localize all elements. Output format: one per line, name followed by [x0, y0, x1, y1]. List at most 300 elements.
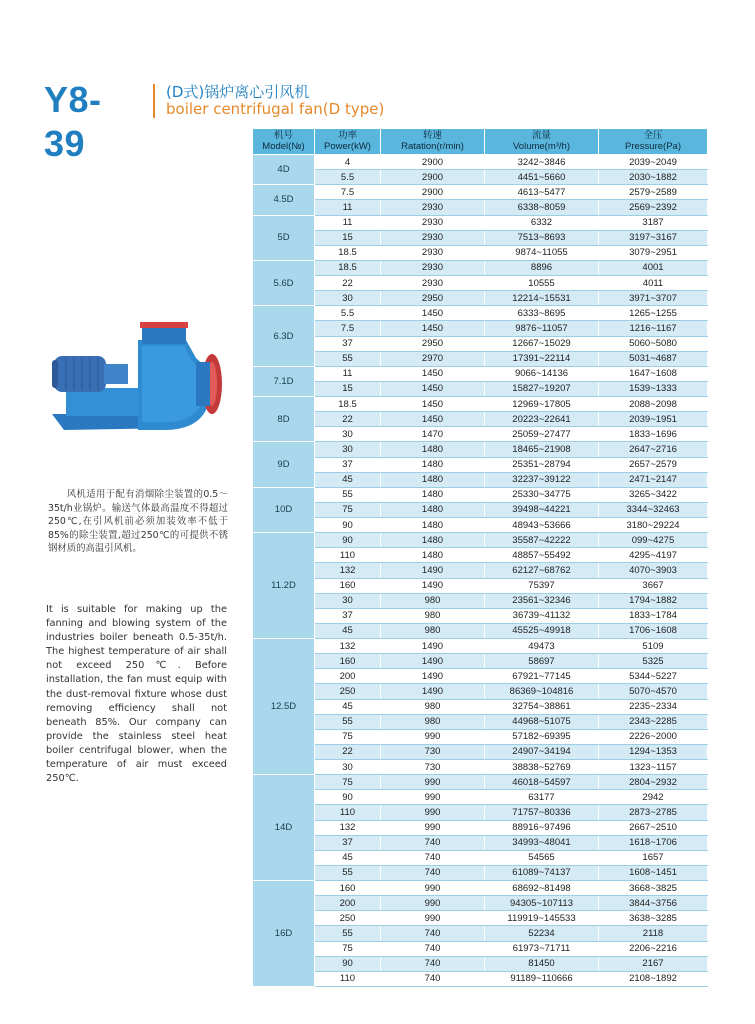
- power-cell: 132: [315, 639, 381, 654]
- table-row: [253, 306, 708, 321]
- pressure-cell: 2804~2932: [599, 775, 708, 790]
- rotation-cell: 1480: [381, 533, 485, 548]
- rotation-cell: 1480: [381, 502, 485, 517]
- table-row: [253, 276, 708, 291]
- pressure-cell: 5031~4687: [599, 351, 708, 366]
- volume-cell: 24907~34194: [485, 744, 599, 759]
- rotation-cell: 1490: [381, 654, 485, 669]
- table-row: [253, 926, 708, 941]
- rotation-cell: 1490: [381, 578, 485, 593]
- volume-cell: 48857~55492: [485, 548, 599, 563]
- pressure-cell: 2942: [599, 790, 708, 805]
- rotation-cell: 1480: [381, 442, 485, 457]
- power-cell: 30: [315, 291, 381, 306]
- header-power: 功率 Power(kW): [315, 129, 381, 155]
- rotation-cell: 980: [381, 623, 485, 638]
- volume-cell: 62127~68762: [485, 563, 599, 578]
- volume-cell: 34993~48041: [485, 835, 599, 850]
- volume-cell: 10555: [485, 276, 599, 291]
- rotation-cell: 1470: [381, 427, 485, 442]
- rotation-cell: 740: [381, 956, 485, 971]
- volume-cell: 12667~15029: [485, 336, 599, 351]
- table-row: [253, 457, 708, 472]
- spec-table: [252, 128, 708, 987]
- power-cell: 7.5: [315, 321, 381, 336]
- pressure-cell: 2118: [599, 926, 708, 941]
- volume-cell: 18465~21908: [485, 442, 599, 457]
- table-row: [253, 850, 708, 865]
- rotation-cell: 740: [381, 926, 485, 941]
- table-row: [253, 941, 708, 956]
- table-row: [253, 805, 708, 820]
- pressure-cell: 1833~1784: [599, 608, 708, 623]
- pressure-cell: 3844~3756: [599, 896, 708, 911]
- pressure-cell: 1608~1451: [599, 865, 708, 880]
- power-cell: 45: [315, 472, 381, 487]
- volume-cell: 58697: [485, 654, 599, 669]
- table-row: [253, 381, 708, 396]
- power-cell: 110: [315, 971, 381, 986]
- volume-cell: 9066~14136: [485, 366, 599, 381]
- volume-cell: 67921~77145: [485, 669, 599, 684]
- power-cell: 55: [315, 865, 381, 880]
- volume-cell: 17391~22114: [485, 351, 599, 366]
- pressure-cell: 2108~1892: [599, 971, 708, 986]
- table-row: [253, 714, 708, 729]
- table-row: [253, 230, 708, 245]
- volume-cell: 88916~97496: [485, 820, 599, 835]
- table-row: [253, 518, 708, 533]
- volume-cell: 52234: [485, 926, 599, 941]
- pressure-cell: 3180~29224: [599, 518, 708, 533]
- power-cell: 110: [315, 805, 381, 820]
- pressure-cell: 2039~1951: [599, 412, 708, 427]
- model-cell: 5.6D: [253, 260, 315, 305]
- rotation-cell: 980: [381, 608, 485, 623]
- rotation-cell: 740: [381, 941, 485, 956]
- rotation-cell: 990: [381, 805, 485, 820]
- table-row: [253, 729, 708, 744]
- volume-cell: 49473: [485, 639, 599, 654]
- pressure-cell: 2226~2000: [599, 729, 708, 744]
- table-row: [253, 155, 708, 170]
- table-row: [253, 699, 708, 714]
- rotation-cell: 980: [381, 699, 485, 714]
- power-cell: 45: [315, 850, 381, 865]
- power-cell: 45: [315, 623, 381, 638]
- rotation-cell: 990: [381, 820, 485, 835]
- volume-cell: 25351~28794: [485, 457, 599, 472]
- volume-cell: 91189~110666: [485, 971, 599, 986]
- table-row: [253, 487, 708, 502]
- rotation-cell: 2930: [381, 245, 485, 260]
- rotation-cell: 2900: [381, 170, 485, 185]
- pressure-cell: 3638~3285: [599, 911, 708, 926]
- centrifugal-fan-photo: [46, 318, 226, 454]
- pressure-cell: 4070~3903: [599, 563, 708, 578]
- pressure-cell: 2471~2147: [599, 472, 708, 487]
- table-row: [253, 956, 708, 971]
- rotation-cell: 2950: [381, 336, 485, 351]
- table-row: [253, 608, 708, 623]
- power-cell: 75: [315, 502, 381, 517]
- power-cell: 7.5: [315, 185, 381, 200]
- table-row: [253, 185, 708, 200]
- rotation-cell: 1480: [381, 518, 485, 533]
- table-row: [253, 744, 708, 759]
- volume-cell: 48943~53666: [485, 518, 599, 533]
- volume-cell: 54565: [485, 850, 599, 865]
- pressure-cell: 2088~2098: [599, 397, 708, 412]
- pressure-cell: 5070~4570: [599, 684, 708, 699]
- table-row: [253, 835, 708, 850]
- power-cell: 132: [315, 563, 381, 578]
- rotation-cell: 1450: [381, 412, 485, 427]
- rotation-cell: 1480: [381, 548, 485, 563]
- volume-cell: 35587~42222: [485, 533, 599, 548]
- pressure-cell: 2647~2716: [599, 442, 708, 457]
- volume-cell: 25330~34775: [485, 487, 599, 502]
- power-cell: 90: [315, 518, 381, 533]
- power-cell: 200: [315, 669, 381, 684]
- volume-cell: 57182~69395: [485, 729, 599, 744]
- table-row: [253, 472, 708, 487]
- table-row: [253, 351, 708, 366]
- rotation-cell: 1490: [381, 639, 485, 654]
- power-cell: 132: [315, 820, 381, 835]
- pressure-cell: 2235~2334: [599, 699, 708, 714]
- volume-cell: 68692~81498: [485, 881, 599, 896]
- table-row: [253, 654, 708, 669]
- model-cell: 12.5D: [253, 639, 315, 775]
- table-header-row: [253, 129, 708, 155]
- power-cell: 30: [315, 760, 381, 775]
- table-row: [253, 578, 708, 593]
- pressure-cell: 099~4275: [599, 533, 708, 548]
- table-row: [253, 321, 708, 336]
- pressure-cell: 3344~32463: [599, 502, 708, 517]
- volume-cell: 81450: [485, 956, 599, 971]
- power-cell: 22: [315, 744, 381, 759]
- pressure-cell: 3197~3167: [599, 230, 708, 245]
- model-cell: 16D: [253, 881, 315, 987]
- rotation-cell: 1450: [381, 321, 485, 336]
- volume-cell: 15827~19207: [485, 381, 599, 396]
- model-cell: 4D: [253, 155, 315, 185]
- rotation-cell: 730: [381, 760, 485, 775]
- volume-cell: 4613~5477: [485, 185, 599, 200]
- pressure-cell: 5060~5080: [599, 336, 708, 351]
- pressure-cell: 2167: [599, 956, 708, 971]
- table-row: [253, 881, 708, 896]
- volume-cell: 119919~145533: [485, 911, 599, 926]
- rotation-cell: 1450: [381, 381, 485, 396]
- power-cell: 5.5: [315, 306, 381, 321]
- model-cell: 14D: [253, 775, 315, 881]
- volume-cell: 4451~5660: [485, 170, 599, 185]
- pressure-cell: 2030~1882: [599, 170, 708, 185]
- description-english: It is suitable for making up the fanning and blowing system of the industries boiler beneath 0.5-35t/h. The highest temperature of air shall not exceed 250℃. Before installation, the fan must equip with the dust-removal fixture whose dust removing efficiency shall not beneath 85%. Our company can provide the stainless steel heat boiler centrifugal blower, when the temperature of air must exceed 250℃.: [46, 604, 227, 785]
- rotation-cell: 990: [381, 729, 485, 744]
- power-cell: 200: [315, 896, 381, 911]
- rotation-cell: 740: [381, 971, 485, 986]
- power-cell: 55: [315, 926, 381, 941]
- power-cell: 18.5: [315, 397, 381, 412]
- rotation-cell: 2930: [381, 230, 485, 245]
- power-cell: 90: [315, 956, 381, 971]
- pressure-cell: 1833~1696: [599, 427, 708, 442]
- table-row: [253, 669, 708, 684]
- power-cell: 37: [315, 336, 381, 351]
- table-row: [253, 790, 708, 805]
- volume-cell: 61973~71711: [485, 941, 599, 956]
- rotation-cell: 990: [381, 775, 485, 790]
- volume-cell: 7513~8693: [485, 230, 599, 245]
- volume-cell: 12214~15531: [485, 291, 599, 306]
- table-row: [253, 548, 708, 563]
- volume-cell: 12969~17805: [485, 397, 599, 412]
- pressure-cell: 3668~3825: [599, 881, 708, 896]
- table-row: [253, 820, 708, 835]
- rotation-cell: 1490: [381, 563, 485, 578]
- pressure-cell: 2667~2510: [599, 820, 708, 835]
- power-cell: 75: [315, 775, 381, 790]
- volume-cell: 44968~51075: [485, 714, 599, 729]
- table-row: [253, 442, 708, 457]
- table-row: [253, 260, 708, 275]
- volume-cell: 9876~11057: [485, 321, 599, 336]
- rotation-cell: 2950: [381, 291, 485, 306]
- model-cell: 8D: [253, 397, 315, 442]
- power-cell: 55: [315, 487, 381, 502]
- volume-cell: 39498~44221: [485, 502, 599, 517]
- volume-cell: 32237~39122: [485, 472, 599, 487]
- table-row: [253, 639, 708, 654]
- model-cell: 5D: [253, 215, 315, 260]
- rotation-cell: 990: [381, 911, 485, 926]
- rotation-cell: 980: [381, 593, 485, 608]
- table-row: [253, 971, 708, 986]
- power-cell: 37: [315, 835, 381, 850]
- model-cell: 4.5D: [253, 185, 315, 215]
- rotation-cell: 730: [381, 744, 485, 759]
- power-cell: 55: [315, 351, 381, 366]
- volume-cell: 3242~3846: [485, 155, 599, 170]
- power-cell: 5.5: [315, 170, 381, 185]
- power-cell: 22: [315, 276, 381, 291]
- rotation-cell: 2930: [381, 215, 485, 230]
- pressure-cell: 3079~2951: [599, 245, 708, 260]
- power-cell: 30: [315, 593, 381, 608]
- table-row: [253, 366, 708, 381]
- table-row: [253, 775, 708, 790]
- power-cell: 37: [315, 608, 381, 623]
- power-cell: 11: [315, 366, 381, 381]
- description-chinese: 风机适用于配有消烟除尘装置的0.5～35t/h业锅炉。输送气体最高温度不得超过250℃,在引风机前必须加装效率不低于85%的除尘装置,超过250℃的可提供不锈钢材质的高温引风机。: [48, 489, 228, 555]
- pressure-cell: 1539~1333: [599, 381, 708, 396]
- table-row: [253, 593, 708, 608]
- power-cell: 15: [315, 230, 381, 245]
- rotation-cell: 2970: [381, 351, 485, 366]
- volume-cell: 23561~32346: [485, 593, 599, 608]
- table-row: [253, 760, 708, 775]
- pressure-cell: 2657~2579: [599, 457, 708, 472]
- pressure-cell: 3265~3422: [599, 487, 708, 502]
- power-cell: 160: [315, 654, 381, 669]
- volume-cell: 94305~107113: [485, 896, 599, 911]
- rotation-cell: 740: [381, 835, 485, 850]
- power-cell: 160: [315, 578, 381, 593]
- table-row: [253, 245, 708, 260]
- model-cell: 9D: [253, 442, 315, 487]
- power-cell: 90: [315, 790, 381, 805]
- pressure-cell: 2343~2285: [599, 714, 708, 729]
- rotation-cell: 1450: [381, 306, 485, 321]
- title-chinese: (D式)锅炉离心引风机: [166, 83, 310, 101]
- volume-cell: 38838~52769: [485, 760, 599, 775]
- rotation-cell: 980: [381, 714, 485, 729]
- pressure-cell: 4011: [599, 276, 708, 291]
- pressure-cell: 4001: [599, 260, 708, 275]
- rotation-cell: 2930: [381, 260, 485, 275]
- table-row: [253, 896, 708, 911]
- pressure-cell: 2206~2216: [599, 941, 708, 956]
- volume-cell: 20223~22641: [485, 412, 599, 427]
- rotation-cell: 1450: [381, 397, 485, 412]
- table-row: [253, 911, 708, 926]
- volume-cell: 63177: [485, 790, 599, 805]
- power-cell: 18.5: [315, 245, 381, 260]
- pressure-cell: 5325: [599, 654, 708, 669]
- table-row: [253, 200, 708, 215]
- model-cell: 7.1D: [253, 366, 315, 396]
- model-title: Y8-39: [44, 79, 102, 164]
- model-cell: 10D: [253, 487, 315, 532]
- fan-pedestal: [66, 388, 148, 416]
- rotation-cell: 990: [381, 790, 485, 805]
- table-row: [253, 427, 708, 442]
- table-row: [253, 170, 708, 185]
- header-model: 机号 Model(№): [253, 129, 315, 155]
- power-cell: 37: [315, 457, 381, 472]
- power-cell: 250: [315, 684, 381, 699]
- volume-cell: 6338~8059: [485, 200, 599, 215]
- pressure-cell: 1323~1157: [599, 760, 708, 775]
- volume-cell: 36739~41132: [485, 608, 599, 623]
- model-cell: 11.2D: [253, 533, 315, 639]
- title-english: boiler centrifugal fan(D type): [166, 100, 385, 118]
- power-cell: 11: [315, 215, 381, 230]
- table-row: [253, 684, 708, 699]
- power-cell: 110: [315, 548, 381, 563]
- rotation-cell: 2900: [381, 185, 485, 200]
- rotation-cell: 2900: [381, 155, 485, 170]
- rotation-cell: 1480: [381, 487, 485, 502]
- power-cell: 250: [315, 911, 381, 926]
- table-row: [253, 563, 708, 578]
- pressure-cell: 2579~2589: [599, 185, 708, 200]
- pressure-cell: 4295~4197: [599, 548, 708, 563]
- power-cell: 55: [315, 714, 381, 729]
- pressure-cell: 5344~5227: [599, 669, 708, 684]
- header-pressure: 全压 Pressure(Pa): [599, 129, 708, 155]
- volume-cell: 32754~38861: [485, 699, 599, 714]
- pressure-cell: 1294~1353: [599, 744, 708, 759]
- pressure-cell: 1647~1608: [599, 366, 708, 381]
- table-row: [253, 502, 708, 517]
- rotation-cell: 1490: [381, 684, 485, 699]
- rotation-cell: 990: [381, 881, 485, 896]
- rotation-cell: 1490: [381, 669, 485, 684]
- rotation-cell: 740: [381, 850, 485, 865]
- rotation-cell: 1450: [381, 366, 485, 381]
- rotation-cell: 1480: [381, 472, 485, 487]
- pressure-cell: 2873~2785: [599, 805, 708, 820]
- table-row: [253, 291, 708, 306]
- pressure-cell: 5109: [599, 639, 708, 654]
- table-row: [253, 397, 708, 412]
- header-volume: 流量 Volume(m³/h): [485, 129, 599, 155]
- volume-cell: 25059~27477: [485, 427, 599, 442]
- power-cell: 160: [315, 881, 381, 896]
- table-row: [253, 412, 708, 427]
- pressure-cell: 1618~1706: [599, 835, 708, 850]
- title-divider: [153, 84, 155, 118]
- pressure-cell: 1657: [599, 850, 708, 865]
- power-cell: 11: [315, 200, 381, 215]
- pressure-cell: 3667: [599, 578, 708, 593]
- rotation-cell: 1480: [381, 457, 485, 472]
- table-row: [253, 215, 708, 230]
- volume-cell: 9874~11055: [485, 245, 599, 260]
- pressure-cell: 1216~1167: [599, 321, 708, 336]
- model-cell: 6.3D: [253, 306, 315, 367]
- rotation-cell: 2930: [381, 276, 485, 291]
- power-cell: 4: [315, 155, 381, 170]
- power-cell: 90: [315, 533, 381, 548]
- rotation-cell: 990: [381, 896, 485, 911]
- rotation-cell: 2930: [381, 200, 485, 215]
- pressure-cell: 1265~1255: [599, 306, 708, 321]
- power-cell: 18.5: [315, 260, 381, 275]
- power-cell: 75: [315, 941, 381, 956]
- volume-cell: 86369~104816: [485, 684, 599, 699]
- pressure-cell: 2039~2049: [599, 155, 708, 170]
- pressure-cell: 3187: [599, 215, 708, 230]
- power-cell: 15: [315, 381, 381, 396]
- power-cell: 45: [315, 699, 381, 714]
- volume-cell: 71757~80336: [485, 805, 599, 820]
- table-row: [253, 533, 708, 548]
- table-body: [253, 155, 708, 987]
- volume-cell: 46018~54597: [485, 775, 599, 790]
- pressure-cell: 1794~1882: [599, 593, 708, 608]
- volume-cell: 45525~49918: [485, 623, 599, 638]
- pressure-cell: 3971~3707: [599, 291, 708, 306]
- power-cell: 30: [315, 442, 381, 457]
- table-row: [253, 865, 708, 880]
- power-cell: 30: [315, 427, 381, 442]
- volume-cell: 61089~74137: [485, 865, 599, 880]
- table-row: [253, 623, 708, 638]
- power-cell: 75: [315, 729, 381, 744]
- table-row: [253, 336, 708, 351]
- volume-cell: 8896: [485, 260, 599, 275]
- volume-cell: 6332: [485, 215, 599, 230]
- pressure-cell: 1706~1608: [599, 623, 708, 638]
- fan-outlet: [142, 326, 186, 344]
- header-rotation: 转速 Ratation(r/min): [381, 129, 485, 155]
